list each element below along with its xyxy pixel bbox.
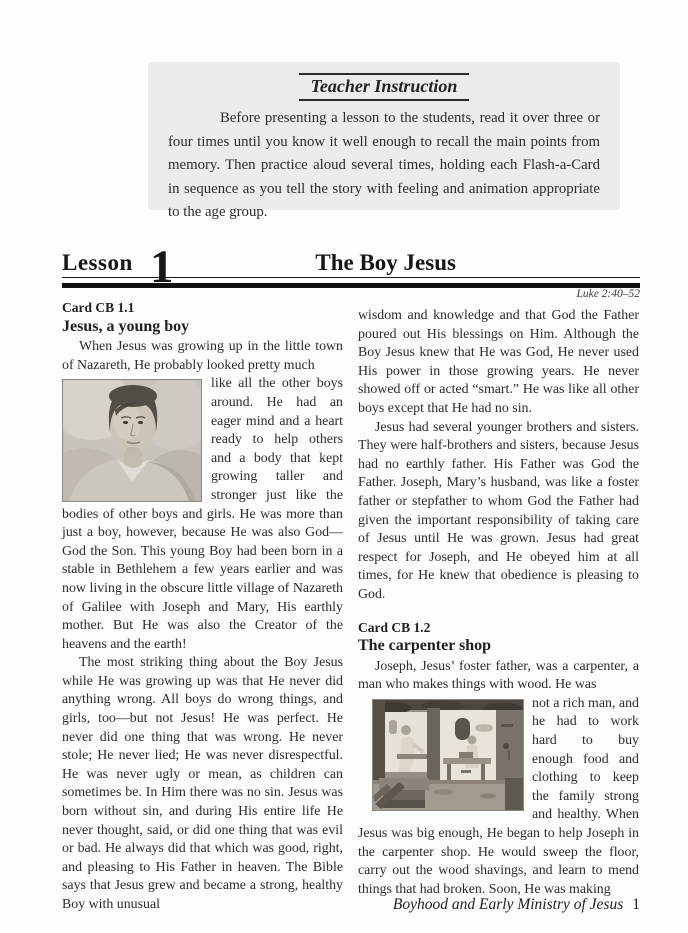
boy-jesus-portrait-image [62,379,202,502]
teacher-instruction-title-wrap [148,73,620,101]
footer-page-number: 1 [632,896,640,913]
card-id-cb-1-1: Card CB 1.1 [62,300,135,315]
paragraph: The most striking thing about the Boy Jesus while He was growing up was that He never did anything wrong. All boys do wrong things, and girls, too—but not Jesus! He was perfect. He never did one thing that was wrong. He never stole; He never lied; He was never disrespectful. He was never ugly or mean, as children can sometimes be. In Him there was no sin. Jesus was born without sin, and during His entire life He never thought, said, or did one thing that was evil or bad. He always did that which was good, right, and pleasing to His Father in heaven. The Bible says that Jesus grew and became a strong, healthy Boy with unusual [62,655,343,912]
paragraph: When Jesus was growing up in the little town of Nazareth, He probably looked pretty much [62,339,343,373]
paragraph: not a rich man, and he had to work hard to buy enough food and clothing to keep the family strong and healthy. When Jesus was big enough, He began to help Joseph in the carpenter shop. He would sweep the floor, carry out the wood shavings, and learn to mend things that had broken. Soon, He was making [358,695,639,897]
lesson-label: Lesson [62,250,133,275]
card-heading-the-carpenter-shop: The carpenter shop [358,637,492,655]
body-columns [62,299,640,915]
paragraph: Joseph, Jesus’ foster father, was a carpenter, a man who makes things with wood. He was [358,658,639,693]
paragraph: wisdom and knowledge and that God the Father poured out His blessings on Him. Although the Boy Jesus knew that He was God, He never used His power in those growing years. He never showed off or acted “smart.” He was like all other boys except that He had no sin. [358,308,639,416]
boy-jesus-portrait-drawing [63,380,201,501]
column-left [62,299,343,915]
paragraph: like all the other boys around. He had an eager mind and a heart ready to help others and a body that kept growing taller and stronger just like the bodies of other boys and girls. He was more than just a boy, however, because He was also God—God the Son. This young Boy had been born in a stable in Bethlehem a few years earlier and was now living in the obscure little village of Nazareth of Galilee with Joseph and Mary, His earthly mother. But He was also the Creator of the heavens and the earth! [62,376,343,652]
carpenter-shop-image [372,699,524,811]
teacher-instruction-box [148,62,620,220]
card-heading-jesus-a-young-boy: Jesus, a young boy [62,317,190,335]
lesson-thin-rule [62,277,640,279]
lesson-title: The Boy Jesus [315,250,456,275]
column-right [358,299,639,915]
page-footer [393,896,640,914]
paragraph: Jesus had several younger brothers and sisters. They were half-brothers and sisters, because Jesus had no earthly father. His Father was God the Father. Joseph, Mary’s husband, was like a foster father or stepfather to whom God the Father had given the important responsibility of taking care of Jesus until He was grown. Jesus had great respect for Joseph, and He obeyed him at all times, for He knew that obedience is pleasing to God. [358,419,639,602]
teacher-instruction-title: Teacher Instruction [299,73,470,101]
lesson-header [62,241,640,293]
scripture-reference: Luke 2:40–52 [576,288,640,300]
card-id-cb-1-2: Card CB 1.2 [358,619,431,635]
lesson-number: 1 [150,241,174,293]
teacher-instruction-body: Before presenting a lesson to the students, read it over three or four times until you know it well enough to recall the main points from memory. Then practice aloud several times, holding each Flash-a-Card in sequence as you tell the story with feeling and animation appropriate to the age group. [168,110,600,220]
carpenter-shop-drawing [373,700,523,810]
footer-book-title: Boyhood and Early Ministry of Jesus [392,896,624,913]
